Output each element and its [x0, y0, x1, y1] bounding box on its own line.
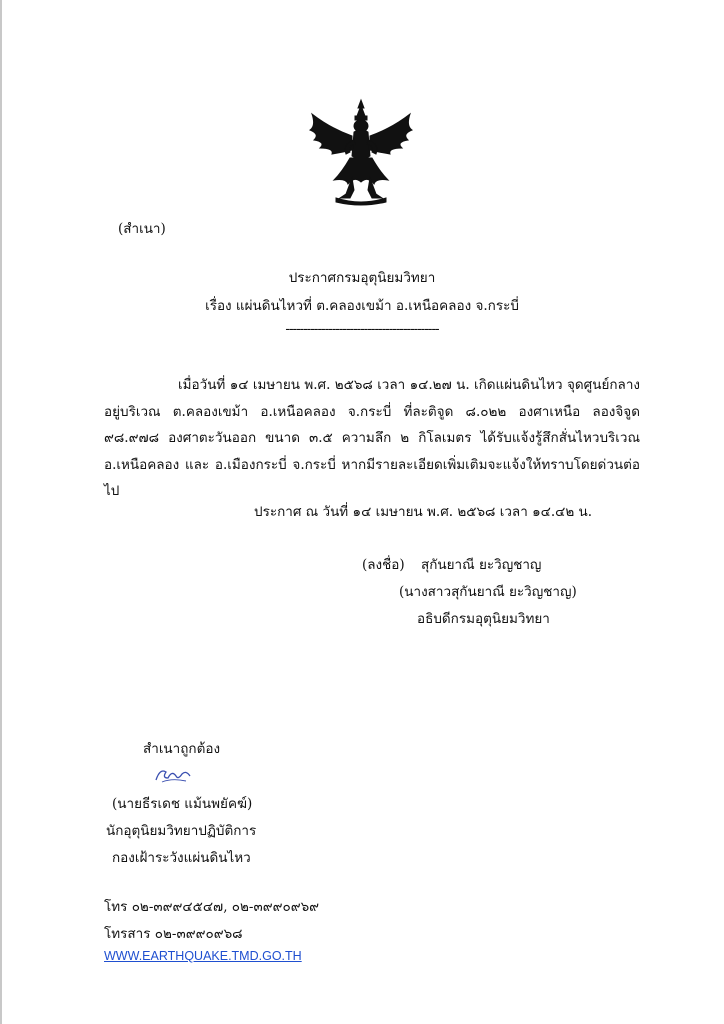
signer-title: อธิบดีกรมอุตุนิยมวิทยา: [417, 611, 550, 627]
page-edge: [0, 0, 2, 1024]
document-title: ประกาศกรมอุตุนิยมวิทยา: [288, 270, 436, 286]
document-subject: เรื่อง แผ่นดินไหวที่ ต.คลองเขม้า อ.เหนือคลอง จ.กระบี่: [205, 298, 519, 314]
phone-number: โทร ๐๒-๓๙๙๔๕๔๗, ๐๒-๓๙๙๐๙๖๙: [104, 899, 320, 915]
body-paragraph: เมื่อวันที่ ๑๔ เมษายน พ.ศ. ๒๕๖๘ เวลา ๑๔.๒๗ น. เกิดแผ่นดินไหว จุดศูนย์กลางอยู่บริเวณ ต.คลองเขม้า อ.เหนือคลอง จ.กระบี่ ที่ละติจูด ๘.๐๒๒ องศาเหนือ ลองจิจูด ๙๘.๙๗๘ องศาตะวันออก ขนาด ๓.๕ ความลึก ๒ กิโลเมตร ได้รับแจ้งรู้สึกสั่นไหวบริเวณ อ.เหนือคลอง และ อ.เมืองกระบี่ จ.กระบี่ หากมีรายละเอียดเพิ่มเติมจะแจ้งให้ทราบโดยด่วนต่อไป: [104, 377, 640, 499]
garuda-emblem-icon: [302, 98, 420, 208]
handwritten-signature-icon: [152, 764, 194, 786]
title-divider: -------------------------------------------: [285, 321, 439, 337]
certifier-name: (นายธีรเดช แม้นพยัคฆ์): [112, 796, 253, 812]
website-link[interactable]: WWW.EARTHQUAKE.TMD.GO.TH: [104, 949, 302, 963]
announcement-date: ประกาศ ณ วันที่ ๑๔ เมษายน พ.ศ. ๒๕๖๘ เวลา ๑๔.๔๒ น.: [254, 504, 593, 520]
signer-name: สุกันยาณี ยะวิญชาญ: [421, 557, 542, 573]
signer-full-name: (นางสาวสุกันยาณี ยะวิญชาญ): [399, 584, 577, 600]
fax-number: โทรสาร ๐๒-๓๙๙๐๙๖๘: [104, 926, 243, 942]
certification-label: สำเนาถูกต้อง: [143, 741, 221, 757]
signature-prefix: (ลงชื่อ): [362, 557, 405, 573]
copy-mark: (สำเนา): [118, 221, 166, 237]
certifier-title: นักอุตุนิยมวิทยาปฏิบัติการ: [106, 823, 257, 839]
certifier-department: กองเฝ้าระวังแผ่นดินไหว: [112, 850, 251, 866]
announcement-body: [104, 372, 640, 505]
